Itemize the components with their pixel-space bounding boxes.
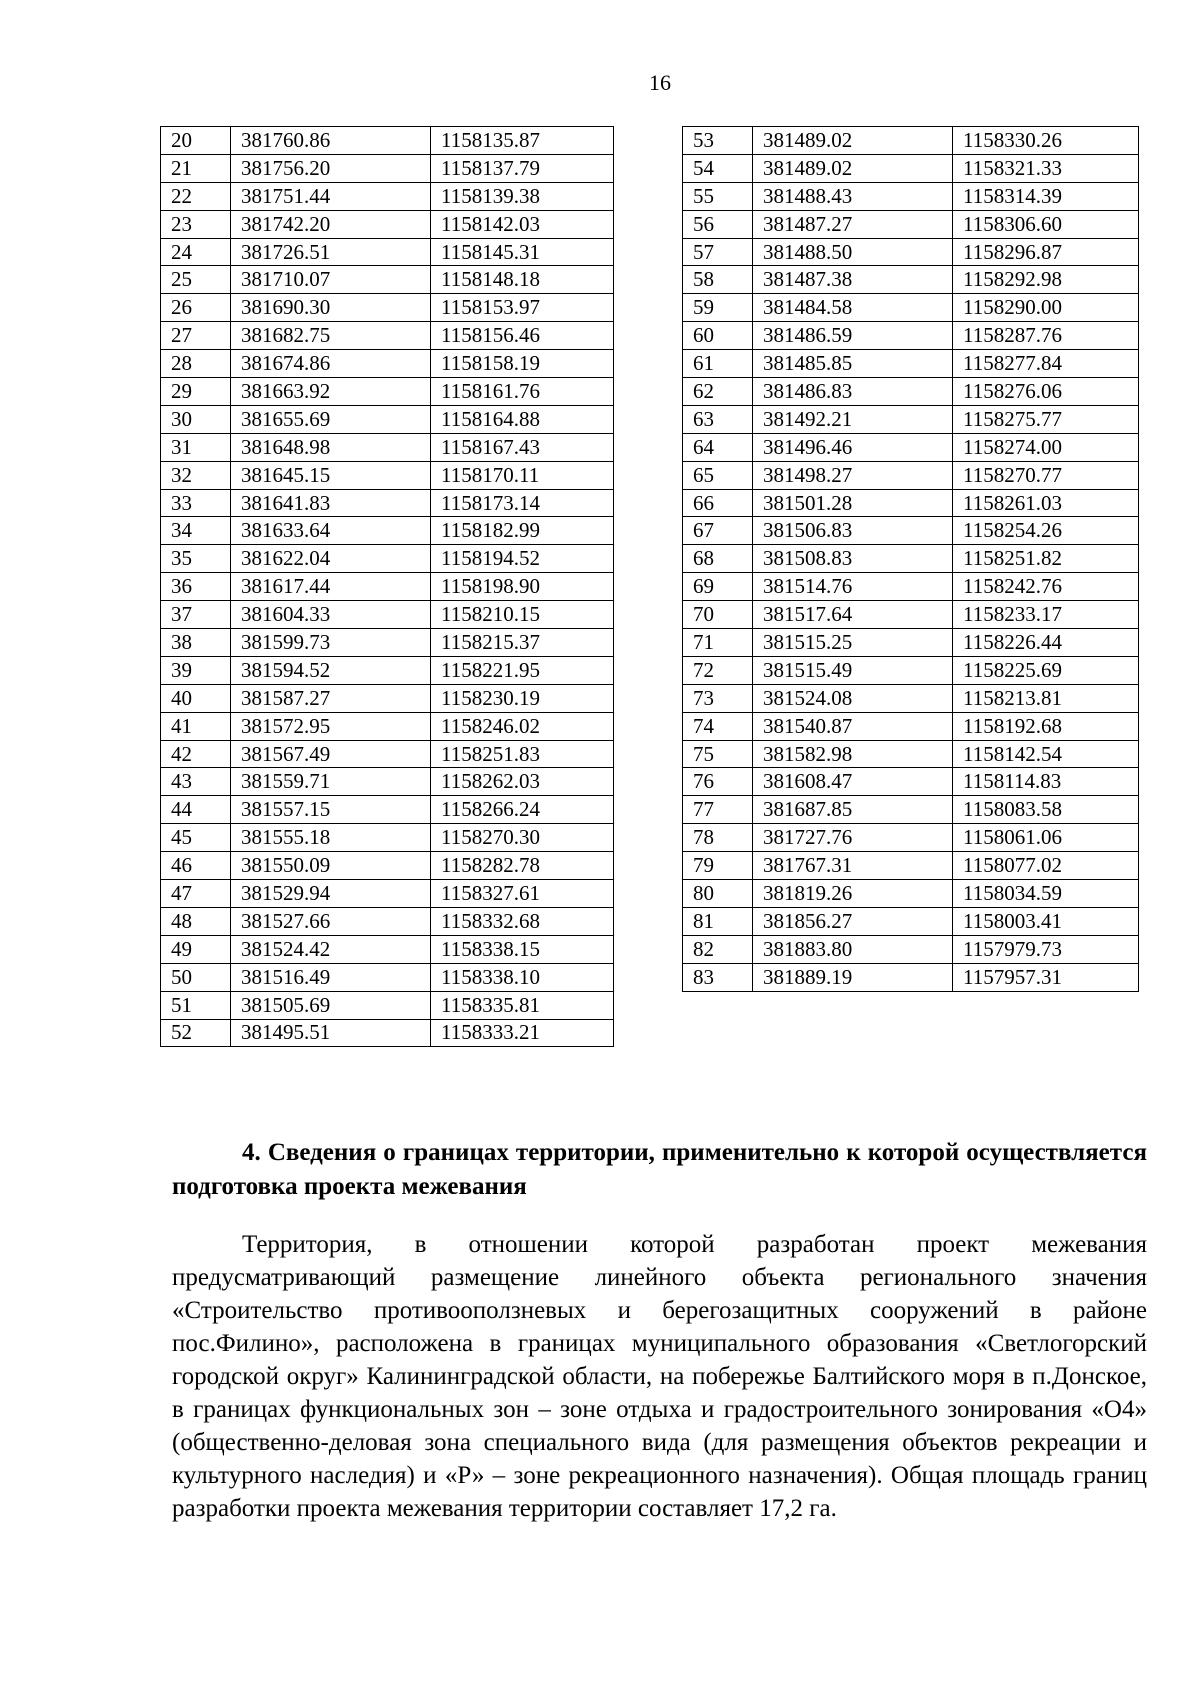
- table-row: [683, 545, 1139, 573]
- table-row: [161, 963, 614, 991]
- x-coordinate-cell: 381710.07: [231, 266, 431, 294]
- y-coordinate-cell: 1158137.79: [431, 154, 614, 182]
- point-number-cell: 68: [683, 545, 753, 573]
- section-heading: 4. Сведения о границах территории, применительно к которой осуществляется подготовка проекта межевания: [172, 1139, 1147, 1200]
- y-coordinate-cell: 1158158.19: [431, 350, 614, 378]
- table-row: [161, 154, 614, 182]
- table-row: [683, 824, 1139, 852]
- x-coordinate-cell: 381487.27: [753, 210, 953, 238]
- x-coordinate-cell: 381760.86: [231, 127, 431, 155]
- y-coordinate-cell: 1158135.87: [431, 127, 614, 155]
- x-coordinate-cell: 381726.51: [231, 238, 431, 266]
- y-coordinate-cell: 1158330.26: [953, 127, 1139, 155]
- point-number-cell: 41: [161, 712, 231, 740]
- x-coordinate-cell: 381529.94: [231, 880, 431, 908]
- point-number-cell: 27: [161, 322, 231, 350]
- point-number-cell: 45: [161, 824, 231, 852]
- point-number-cell: 40: [161, 684, 231, 712]
- point-number-cell: 81: [683, 907, 753, 935]
- point-number-cell: 70: [683, 601, 753, 629]
- table-row: [161, 907, 614, 935]
- y-coordinate-cell: 1158254.26: [953, 517, 1139, 545]
- table-row: [683, 656, 1139, 684]
- table-row: [683, 796, 1139, 824]
- x-coordinate-cell: 381604.33: [231, 601, 431, 629]
- x-coordinate-cell: 381508.83: [753, 545, 953, 573]
- point-number-cell: 74: [683, 712, 753, 740]
- table-row: [683, 573, 1139, 601]
- y-coordinate-cell: 1158161.76: [431, 378, 614, 406]
- x-coordinate-cell: 381690.30: [231, 294, 431, 322]
- table-row: [161, 824, 614, 852]
- y-coordinate-cell: 1157979.73: [953, 935, 1139, 963]
- point-number-cell: 71: [683, 629, 753, 657]
- point-number-cell: 25: [161, 266, 231, 294]
- table-row: [161, 266, 614, 294]
- table-row: [161, 405, 614, 433]
- y-coordinate-cell: 1158083.58: [953, 796, 1139, 824]
- table-row: [161, 182, 614, 210]
- y-coordinate-cell: 1158287.76: [953, 322, 1139, 350]
- point-number-cell: 52: [161, 1019, 231, 1047]
- y-coordinate-cell: 1158335.81: [431, 991, 614, 1019]
- point-number-cell: 28: [161, 350, 231, 378]
- y-coordinate-cell: 1158276.06: [953, 378, 1139, 406]
- y-coordinate-cell: 1158332.68: [431, 907, 614, 935]
- y-coordinate-cell: 1158153.97: [431, 294, 614, 322]
- x-coordinate-cell: 381489.02: [753, 127, 953, 155]
- y-coordinate-cell: 1158164.88: [431, 405, 614, 433]
- point-number-cell: 61: [683, 350, 753, 378]
- table-row: [161, 880, 614, 908]
- y-coordinate-cell: 1158306.60: [953, 210, 1139, 238]
- point-number-cell: 51: [161, 991, 231, 1019]
- point-number-cell: 43: [161, 768, 231, 796]
- x-coordinate-cell: 381515.25: [753, 629, 953, 657]
- y-coordinate-cell: 1158242.76: [953, 573, 1139, 601]
- point-number-cell: 63: [683, 405, 753, 433]
- x-coordinate-cell: 381856.27: [753, 907, 953, 935]
- point-number-cell: 34: [161, 517, 231, 545]
- x-coordinate-cell: 381517.64: [753, 601, 953, 629]
- x-coordinate-cell: 381489.02: [753, 154, 953, 182]
- y-coordinate-cell: 1158142.54: [953, 740, 1139, 768]
- x-coordinate-cell: 381498.27: [753, 461, 953, 489]
- point-number-cell: 65: [683, 461, 753, 489]
- table-row: [683, 294, 1139, 322]
- x-coordinate-cell: 381655.69: [231, 405, 431, 433]
- point-number-cell: 56: [683, 210, 753, 238]
- y-coordinate-cell: 1158210.15: [431, 601, 614, 629]
- x-coordinate-cell: 381751.44: [231, 182, 431, 210]
- y-coordinate-cell: 1157957.31: [953, 963, 1139, 991]
- y-coordinate-cell: 1158215.37: [431, 629, 614, 657]
- x-coordinate-cell: 381641.83: [231, 489, 431, 517]
- table-row: [683, 907, 1139, 935]
- point-number-cell: 31: [161, 433, 231, 461]
- y-coordinate-cell: 1158277.84: [953, 350, 1139, 378]
- y-coordinate-cell: 1158290.00: [953, 294, 1139, 322]
- point-number-cell: 83: [683, 963, 753, 991]
- y-coordinate-cell: 1158275.77: [953, 405, 1139, 433]
- point-number-cell: 69: [683, 573, 753, 601]
- table-row: [683, 712, 1139, 740]
- x-coordinate-cell: 381555.18: [231, 824, 431, 852]
- table-row: [683, 322, 1139, 350]
- y-coordinate-cell: 1158321.33: [953, 154, 1139, 182]
- point-number-cell: 26: [161, 294, 231, 322]
- table-row: [683, 880, 1139, 908]
- point-number-cell: 66: [683, 489, 753, 517]
- x-coordinate-cell: 381645.15: [231, 461, 431, 489]
- table-row: [161, 656, 614, 684]
- x-coordinate-cell: 381514.76: [753, 573, 953, 601]
- y-coordinate-cell: 1158221.95: [431, 656, 614, 684]
- table-row: [161, 350, 614, 378]
- coordinates-table-left: [160, 126, 614, 1047]
- table-row: [161, 489, 614, 517]
- point-number-cell: 36: [161, 573, 231, 601]
- y-coordinate-cell: 1158233.17: [953, 601, 1139, 629]
- y-coordinate-cell: 1158148.18: [431, 266, 614, 294]
- point-number-cell: 33: [161, 489, 231, 517]
- point-number-cell: 42: [161, 740, 231, 768]
- point-number-cell: 29: [161, 378, 231, 406]
- point-number-cell: 53: [683, 127, 753, 155]
- table-row: [683, 350, 1139, 378]
- y-coordinate-cell: 1158246.02: [431, 712, 614, 740]
- x-coordinate-cell: 381572.95: [231, 712, 431, 740]
- point-number-cell: 39: [161, 656, 231, 684]
- point-number-cell: 48: [161, 907, 231, 935]
- table-row: [161, 768, 614, 796]
- table-row: [683, 405, 1139, 433]
- point-number-cell: 76: [683, 768, 753, 796]
- x-coordinate-cell: 381889.19: [753, 963, 953, 991]
- x-coordinate-cell: 381622.04: [231, 545, 431, 573]
- x-coordinate-cell: 381540.87: [753, 712, 953, 740]
- table-row: [683, 182, 1139, 210]
- y-coordinate-cell: 1158296.87: [953, 238, 1139, 266]
- point-number-cell: 58: [683, 266, 753, 294]
- table-row: [683, 127, 1139, 155]
- table-row: [161, 684, 614, 712]
- y-coordinate-cell: 1158251.82: [953, 545, 1139, 573]
- table-row: [683, 461, 1139, 489]
- x-coordinate-cell: 381674.86: [231, 350, 431, 378]
- point-number-cell: 55: [683, 182, 753, 210]
- point-number-cell: 54: [683, 154, 753, 182]
- y-coordinate-cell: 1158292.98: [953, 266, 1139, 294]
- table-row: [161, 1019, 614, 1047]
- table-row: [161, 935, 614, 963]
- table-row: [683, 852, 1139, 880]
- table-row: [161, 601, 614, 629]
- point-number-cell: 23: [161, 210, 231, 238]
- y-coordinate-cell: 1158077.02: [953, 852, 1139, 880]
- table-row: [161, 210, 614, 238]
- y-coordinate-cell: 1158139.38: [431, 182, 614, 210]
- x-coordinate-cell: 381687.85: [753, 796, 953, 824]
- y-coordinate-cell: 1158226.44: [953, 629, 1139, 657]
- x-coordinate-cell: 381742.20: [231, 210, 431, 238]
- y-coordinate-cell: 1158338.15: [431, 935, 614, 963]
- point-number-cell: 21: [161, 154, 231, 182]
- x-coordinate-cell: 381582.98: [753, 740, 953, 768]
- x-coordinate-cell: 381492.21: [753, 405, 953, 433]
- y-coordinate-cell: 1158194.52: [431, 545, 614, 573]
- point-number-cell: 50: [161, 963, 231, 991]
- point-number-cell: 75: [683, 740, 753, 768]
- y-coordinate-cell: 1158213.81: [953, 684, 1139, 712]
- y-coordinate-cell: 1158167.43: [431, 433, 614, 461]
- point-number-cell: 67: [683, 517, 753, 545]
- y-coordinate-cell: 1158182.99: [431, 517, 614, 545]
- point-number-cell: 35: [161, 545, 231, 573]
- x-coordinate-cell: 381501.28: [753, 489, 953, 517]
- table-row: [683, 935, 1139, 963]
- x-coordinate-cell: 381515.49: [753, 656, 953, 684]
- y-coordinate-cell: 1158327.61: [431, 880, 614, 908]
- point-number-cell: 22: [161, 182, 231, 210]
- point-number-cell: 30: [161, 405, 231, 433]
- point-number-cell: 47: [161, 880, 231, 908]
- point-number-cell: 77: [683, 796, 753, 824]
- x-coordinate-cell: 381756.20: [231, 154, 431, 182]
- y-coordinate-cell: 1158114.83: [953, 768, 1139, 796]
- x-coordinate-cell: 381488.50: [753, 238, 953, 266]
- x-coordinate-cell: 381608.47: [753, 768, 953, 796]
- x-coordinate-cell: 381663.92: [231, 378, 431, 406]
- table-row: [683, 740, 1139, 768]
- table-row: [161, 991, 614, 1019]
- table-row: [683, 238, 1139, 266]
- table-row: [161, 322, 614, 350]
- x-coordinate-cell: 381617.44: [231, 573, 431, 601]
- table-row: [161, 740, 614, 768]
- y-coordinate-cell: 1158282.78: [431, 852, 614, 880]
- table-row: [161, 378, 614, 406]
- x-coordinate-cell: 381488.43: [753, 182, 953, 210]
- point-number-cell: 37: [161, 601, 231, 629]
- table-row: [683, 684, 1139, 712]
- table-row: [683, 378, 1139, 406]
- x-coordinate-cell: 381484.58: [753, 294, 953, 322]
- y-coordinate-cell: 1158192.68: [953, 712, 1139, 740]
- y-coordinate-cell: 1158061.06: [953, 824, 1139, 852]
- table-row: [683, 433, 1139, 461]
- table-row: [683, 154, 1139, 182]
- y-coordinate-cell: 1158270.77: [953, 461, 1139, 489]
- y-coordinate-cell: 1158142.03: [431, 210, 614, 238]
- point-number-cell: 38: [161, 629, 231, 657]
- point-number-cell: 24: [161, 238, 231, 266]
- table-row: [683, 210, 1139, 238]
- table-row: [683, 963, 1139, 991]
- point-number-cell: 57: [683, 238, 753, 266]
- x-coordinate-cell: 381567.49: [231, 740, 431, 768]
- y-coordinate-cell: 1158333.21: [431, 1019, 614, 1047]
- x-coordinate-cell: 381496.46: [753, 433, 953, 461]
- y-coordinate-cell: 1158230.19: [431, 684, 614, 712]
- page-number: 16: [649, 70, 671, 95]
- y-coordinate-cell: 1158173.14: [431, 489, 614, 517]
- x-coordinate-cell: 381559.71: [231, 768, 431, 796]
- x-coordinate-cell: 381486.83: [753, 378, 953, 406]
- table-row: [683, 629, 1139, 657]
- x-coordinate-cell: 381883.80: [753, 935, 953, 963]
- x-coordinate-cell: 381682.75: [231, 322, 431, 350]
- x-coordinate-cell: 381524.08: [753, 684, 953, 712]
- y-coordinate-cell: 1158145.31: [431, 238, 614, 266]
- coordinates-table-right: [682, 126, 1139, 992]
- table-row: [161, 127, 614, 155]
- y-coordinate-cell: 1158156.46: [431, 322, 614, 350]
- x-coordinate-cell: 381633.64: [231, 517, 431, 545]
- point-number-cell: 82: [683, 935, 753, 963]
- x-coordinate-cell: 381495.51: [231, 1019, 431, 1047]
- table-row: [161, 294, 614, 322]
- x-coordinate-cell: 381587.27: [231, 684, 431, 712]
- y-coordinate-cell: 1158170.11: [431, 461, 614, 489]
- table-row: [161, 545, 614, 573]
- x-coordinate-cell: 381527.66: [231, 907, 431, 935]
- x-coordinate-cell: 381557.15: [231, 796, 431, 824]
- x-coordinate-cell: 381505.69: [231, 991, 431, 1019]
- point-number-cell: 62: [683, 378, 753, 406]
- point-number-cell: 79: [683, 852, 753, 880]
- y-coordinate-cell: 1158198.90: [431, 573, 614, 601]
- y-coordinate-cell: 1158262.03: [431, 768, 614, 796]
- x-coordinate-cell: 381485.85: [753, 350, 953, 378]
- table-row: [161, 517, 614, 545]
- x-coordinate-cell: 381550.09: [231, 852, 431, 880]
- x-coordinate-cell: 381487.38: [753, 266, 953, 294]
- table-row: [683, 489, 1139, 517]
- table-row: [683, 266, 1139, 294]
- point-number-cell: 32: [161, 461, 231, 489]
- point-number-cell: 72: [683, 656, 753, 684]
- x-coordinate-cell: 381506.83: [753, 517, 953, 545]
- point-number-cell: 80: [683, 880, 753, 908]
- y-coordinate-cell: 1158003.41: [953, 907, 1139, 935]
- point-number-cell: 49: [161, 935, 231, 963]
- section-paragraph: Территория, в отношении которой разработан проект межевания предусматривающий размещение линейного объекта регионального значения «Строительство противооползневых и берегозащитных сооружений в районе пос.Филино», расположена в границах муниципального образования «Светлогорский городской округ» Калининградской области, на побережье Балтийского моря в п.Донское, в границах функциональных зон – зоне отдыха и градостроительного зонирования «О4» (общественно-деловая зона специального вида (для размещения объектов рекреации и культурного наследия) и «Р» – зоне рекреационного назначения). Общая площадь границ разработки проекта межевания территории составляет 17,2 га.: [172, 1231, 1147, 1522]
- table-row: [161, 629, 614, 657]
- table-row: [161, 796, 614, 824]
- y-coordinate-cell: 1158338.10: [431, 963, 614, 991]
- point-number-cell: 78: [683, 824, 753, 852]
- table-row: [161, 712, 614, 740]
- y-coordinate-cell: 1158266.24: [431, 796, 614, 824]
- table-row: [683, 768, 1139, 796]
- x-coordinate-cell: 381486.59: [753, 322, 953, 350]
- table-row: [161, 852, 614, 880]
- x-coordinate-cell: 381819.26: [753, 880, 953, 908]
- x-coordinate-cell: 381516.49: [231, 963, 431, 991]
- table-row: [683, 517, 1139, 545]
- point-number-cell: 59: [683, 294, 753, 322]
- x-coordinate-cell: 381648.98: [231, 433, 431, 461]
- table-row: [161, 238, 614, 266]
- point-number-cell: 44: [161, 796, 231, 824]
- point-number-cell: 64: [683, 433, 753, 461]
- table-row: [161, 573, 614, 601]
- point-number-cell: 20: [161, 127, 231, 155]
- x-coordinate-cell: 381767.31: [753, 852, 953, 880]
- point-number-cell: 46: [161, 852, 231, 880]
- y-coordinate-cell: 1158274.00: [953, 433, 1139, 461]
- table-row: [683, 601, 1139, 629]
- table-row: [161, 433, 614, 461]
- y-coordinate-cell: 1158261.03: [953, 489, 1139, 517]
- x-coordinate-cell: 381599.73: [231, 629, 431, 657]
- point-number-cell: 73: [683, 684, 753, 712]
- y-coordinate-cell: 1158225.69: [953, 656, 1139, 684]
- x-coordinate-cell: 381594.52: [231, 656, 431, 684]
- point-number-cell: 60: [683, 322, 753, 350]
- y-coordinate-cell: 1158314.39: [953, 182, 1139, 210]
- y-coordinate-cell: 1158034.59: [953, 880, 1139, 908]
- x-coordinate-cell: 381524.42: [231, 935, 431, 963]
- y-coordinate-cell: 1158270.30: [431, 824, 614, 852]
- x-coordinate-cell: 381727.76: [753, 824, 953, 852]
- y-coordinate-cell: 1158251.83: [431, 740, 614, 768]
- table-row: [161, 461, 614, 489]
